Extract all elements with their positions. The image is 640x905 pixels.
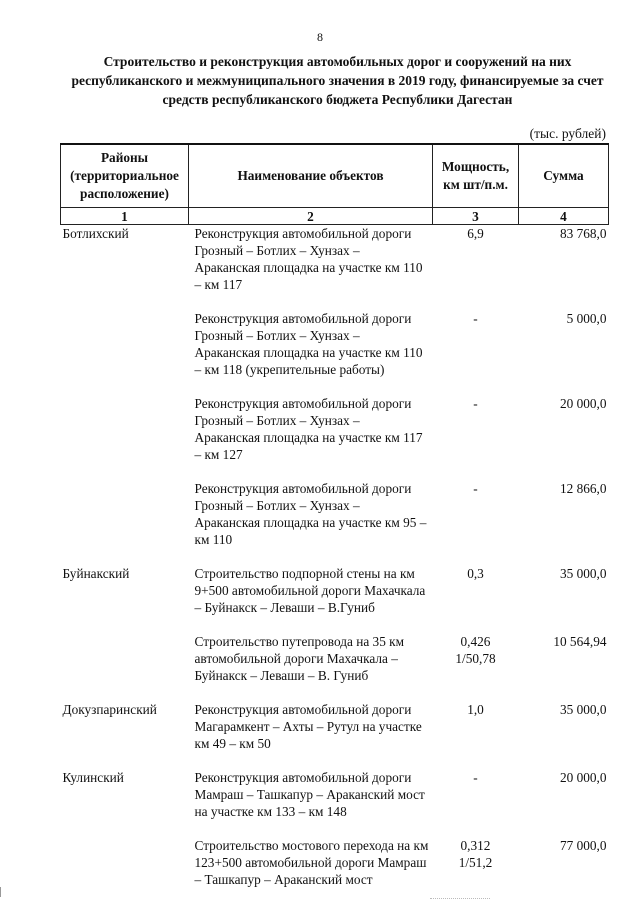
sum-cell: 77 000,0 — [559, 838, 607, 853]
table-row — [61, 225, 609, 311]
capacity-cell — [433, 701, 519, 769]
header-object-name: Наименование объектов — [189, 144, 433, 208]
capacity-value: 1/51,2 — [458, 855, 493, 870]
table-row — [61, 701, 609, 769]
capacity-value: 0,3 — [467, 566, 484, 581]
capacity-value: - — [473, 396, 478, 411]
column-number-row — [61, 208, 609, 225]
header-capacity: Мощность, км шт/п.м. — [433, 144, 519, 208]
district-cell — [61, 480, 189, 565]
column-number: 1 — [61, 208, 189, 225]
district-cell: Кулинский — [62, 770, 124, 785]
table-row — [61, 633, 609, 701]
district-cell — [61, 310, 189, 395]
capacity-cell — [433, 565, 519, 633]
district-cell: Буйнакский — [62, 566, 130, 581]
document-title: Строительство и реконструкция автомобильных дорог и сооружений на них республиканского и межмуниципального значения в 2019 году, финансируемые за счет средств республиканского бюджета Республики Дагестан — [71, 54, 604, 107]
district-cell — [61, 633, 189, 701]
edge-mark — [0, 887, 1, 897]
district-cell — [61, 837, 189, 905]
capacity-value: 6,9 — [467, 226, 484, 241]
footer-mark — [430, 890, 490, 899]
table-body — [61, 225, 609, 905]
table-row — [61, 395, 609, 480]
table-row — [61, 565, 609, 633]
table-row — [61, 310, 609, 395]
sum-cell: 35 000,0 — [559, 566, 607, 581]
district-cell: Ботлихский — [62, 226, 129, 241]
capacity-value: - — [473, 311, 478, 326]
object-name-cell: Реконструкция автомобильной дороги Магарамкент – Ахты – Рутул на участке км 49 – км 50 — [194, 702, 422, 751]
object-name-cell: Реконструкция автомобильной дороги Грозный – Ботлих – Хунзах – Араканская площадка на участке км 110 – км 117 — [194, 226, 423, 292]
table-row — [61, 480, 609, 565]
objects-table — [60, 143, 609, 905]
object-name-cell: Реконструкция автомобильной дороги Грозный – Ботлих – Хунзах – Араканская площадка на участке км 117 – км 127 — [194, 396, 423, 462]
sum-cell: 35 000,0 — [559, 702, 607, 717]
column-number: 3 — [433, 208, 519, 225]
capacity-value: - — [473, 770, 478, 785]
capacity-value: 0,312 — [460, 838, 491, 853]
header-row — [61, 144, 609, 208]
capacity-value: 1,0 — [467, 702, 484, 717]
object-name-cell: Строительство мостового перехода на км 123+500 автомобильной дороги Мамраш – Ташкапур – Араканский мост — [194, 838, 429, 887]
sum-cell: 20 000,0 — [559, 396, 607, 411]
object-name-cell: Строительство путепровода на 35 км автомобильной дороги Махачкала – Буйнакск – Леваши – В. Гуниб — [194, 634, 405, 683]
capacity-value: - — [473, 481, 478, 496]
object-name-cell: Строительство подпорной стены на км 9+500 автомобильной дороги Махачкала – Буйнакск – Леваши – В.Гуниб — [194, 566, 426, 615]
page-number: 8 — [317, 30, 323, 44]
sum-cell: 20 000,0 — [559, 770, 607, 785]
sum-cell: 12 866,0 — [559, 481, 607, 496]
table-header — [61, 144, 609, 225]
capacity-value: 1/50,78 — [455, 651, 496, 666]
object-name-cell: Реконструкция автомобильной дороги Грозный – Ботлих – Хунзах – Араканская площадка на участке км 95 – км 110 — [194, 481, 427, 547]
table-row — [61, 769, 609, 837]
district-cell: Докузпаринский — [62, 702, 157, 717]
table-row — [61, 837, 609, 905]
capacity-cell — [433, 395, 519, 480]
capacity-cell — [433, 480, 519, 565]
capacity-value: 0,426 — [460, 634, 491, 649]
district-cell — [61, 395, 189, 480]
header-sum: Сумма — [519, 144, 609, 208]
sum-cell: 83 768,0 — [559, 226, 607, 241]
units-label: (тыс. рублей) — [529, 126, 606, 141]
object-name-cell: Реконструкция автомобильной дороги Мамраш – Ташкапур – Араканский мост на участке км 133 – км 148 — [194, 770, 425, 819]
header-district: Районы (территориальное расположение) — [61, 144, 189, 208]
column-number: 2 — [189, 208, 433, 225]
object-name-cell: Реконструкция автомобильной дороги Грозный – Ботлих – Хунзах – Араканская площадка на участке км 110 – км 118 (укрепительные работы) — [194, 311, 423, 377]
sum-cell: 5 000,0 — [566, 311, 607, 326]
capacity-cell — [433, 769, 519, 837]
capacity-cell — [433, 633, 519, 701]
sum-cell: 10 564,94 — [553, 634, 607, 649]
capacity-cell — [433, 310, 519, 395]
column-number: 4 — [519, 208, 609, 225]
capacity-cell — [433, 225, 519, 311]
